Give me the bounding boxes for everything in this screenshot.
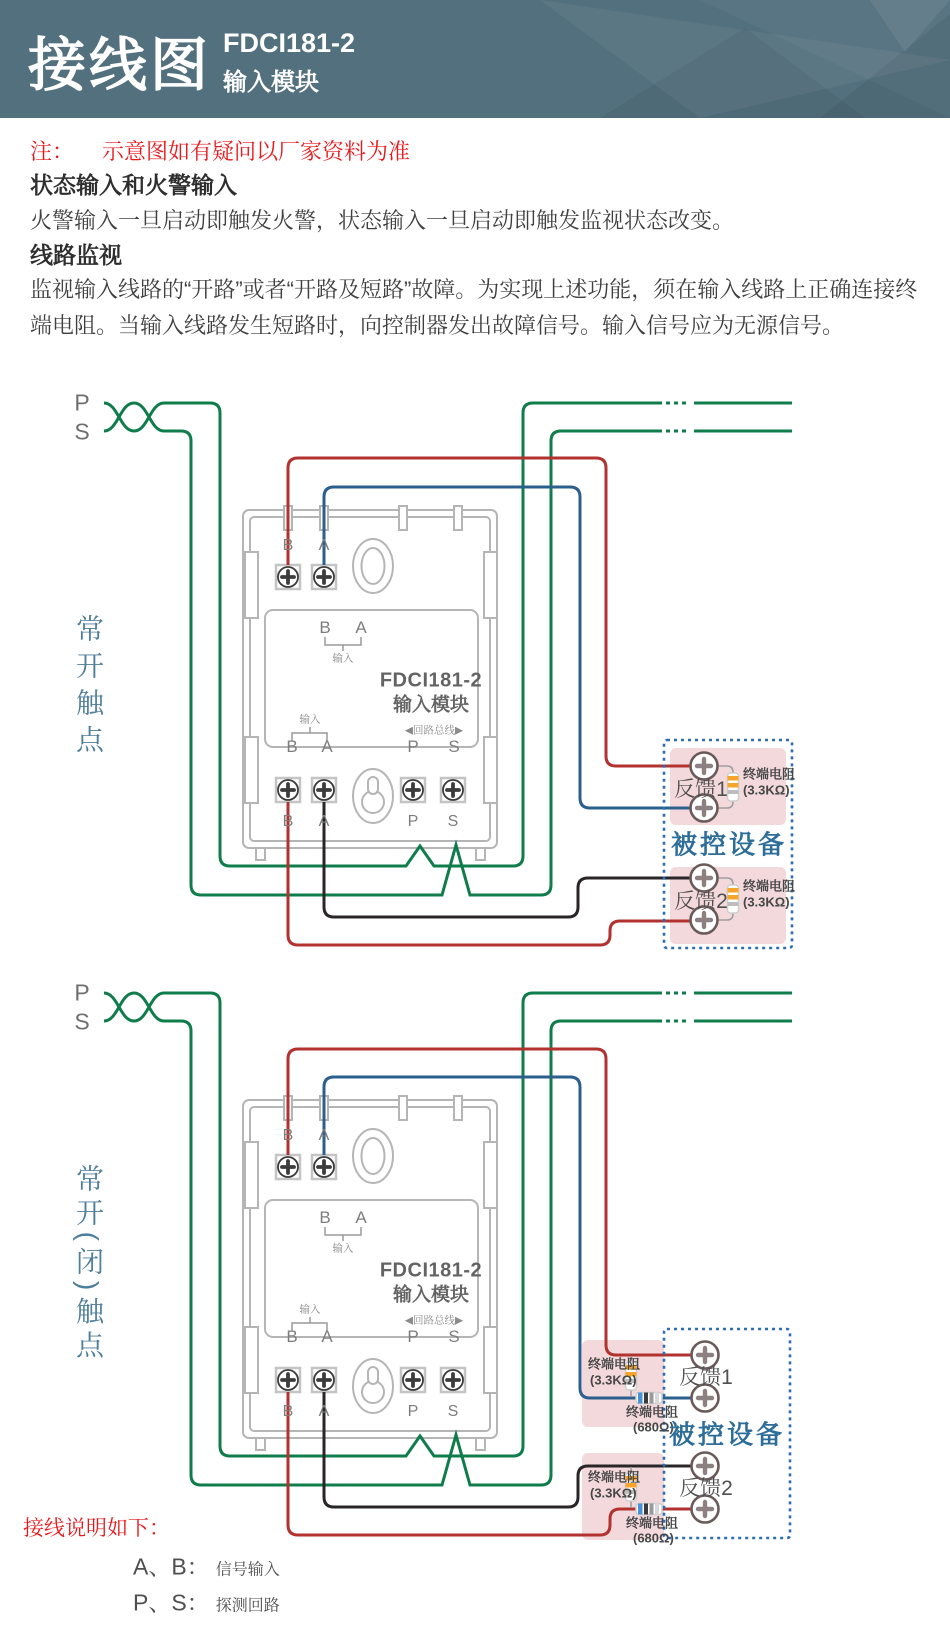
module1-inner-b: B <box>319 618 331 637</box>
section2-body: 监视输入线路的“开路”或者“开路及短路”故障。为实现上述功能，须在输入线路上正确连接终端电阻。当输入线路发生短路时，向控制器发出故障信号。输入信号应为无源信号。 <box>30 277 918 338</box>
loop-p-label-1: P <box>74 389 90 416</box>
module1-inner-s: S <box>448 737 460 756</box>
resistor-3.3k-icon <box>728 885 739 913</box>
legend-item-ps <box>133 1585 280 1618</box>
loop-s-label-1: S <box>74 418 90 445</box>
module1-inner-b2: B <box>286 737 298 756</box>
feedback1-label-2: 反馈1 <box>679 1366 733 1389</box>
module1-inner-a2: A <box>321 737 333 756</box>
module1-bottom-p: P <box>407 813 419 830</box>
diagram2-side-label: 常开(闭)触点 <box>73 1163 104 1365</box>
module2-inner-a2: A <box>321 1327 333 1346</box>
legend-desc-ab: 信号输入 <box>215 1561 280 1579</box>
module1-top-a: A <box>318 537 330 554</box>
legend-term-ab: A、B： <box>133 1553 210 1580</box>
wire-loop-s-2 <box>104 993 662 1485</box>
section2-title: 线路监视 <box>30 242 122 268</box>
module2-loop-bus-label: ◀回路总线▶ <box>404 1314 464 1327</box>
resistor-value-2b: (680Ω) <box>633 1419 674 1435</box>
wire-blue-feedback1-1 <box>324 487 690 808</box>
resistor-value-1b: (3.3KΩ) <box>743 894 790 910</box>
resistor-680-icon <box>636 1504 662 1515</box>
wire-loop-s-1 <box>104 403 662 895</box>
feedback2-label-2: 反馈2 <box>679 1477 733 1500</box>
module2-bottom-a: A <box>318 1403 330 1420</box>
loop-p-label-2: P <box>74 979 90 1006</box>
resistor-value-2a: (3.3KΩ) <box>590 1372 637 1388</box>
section1-title: 状态输入和火警输入 <box>30 172 237 198</box>
module1-model: FDCI181-2 <box>379 669 483 692</box>
module1-loop-bus-label: ◀回路总线▶ <box>404 724 464 737</box>
resistor-name-2d: 终端电阻 <box>626 1515 679 1531</box>
resistor-value-2d: (680Ω) <box>633 1530 674 1546</box>
resistor-3.3k-icon <box>728 773 739 801</box>
module1-top-b: B <box>282 537 294 554</box>
legend-term-ps: P、S： <box>133 1589 210 1616</box>
module1-bottom-s: S <box>447 813 459 830</box>
product-name: 输入模块 <box>223 69 319 96</box>
resistor-name-2c: 终端电阻 <box>588 1469 641 1485</box>
resistor-value-2c: (3.3KΩ) <box>590 1485 637 1501</box>
module2-bottom-p: P <box>407 1403 419 1420</box>
resistor-name-2a: 终端电阻 <box>588 1356 641 1372</box>
legend-item-ab <box>133 1549 280 1582</box>
module2-bottom-b: B <box>282 1403 294 1420</box>
module2-inner-b: B <box>319 1208 331 1227</box>
module2-inner-b2: B <box>286 1327 298 1346</box>
resistor-name-1b: 终端电阻 <box>743 878 796 894</box>
loop-s-label-2: S <box>74 1008 90 1035</box>
module2-inner-p: P <box>407 1327 419 1346</box>
controlled-device-title-1: 被控设备 <box>670 829 788 860</box>
module1-input-label-bottom: 输入 <box>299 713 321 726</box>
module1-bottom-a: A <box>318 813 330 830</box>
legend-title: 接线说明如下： <box>23 1517 170 1540</box>
feedback1-label-1: 反馈1 <box>674 778 728 801</box>
resistor-value-1a: (3.3KΩ) <box>743 782 790 798</box>
module2-bottom-s: S <box>447 1403 459 1420</box>
module2-name: 输入模块 <box>392 1284 470 1306</box>
section1-body: 火警输入一旦启动即触发火警，状态输入一旦启动即触发监视状态改变。 <box>30 208 735 233</box>
module1-inner-p: P <box>407 737 419 756</box>
wire-black-feedback2-1 <box>324 802 690 917</box>
resistor-name-2b: 终端电阻 <box>626 1404 679 1420</box>
module2-inner-a: A <box>355 1208 367 1227</box>
product-model: FDCI181-2 <box>223 28 356 58</box>
module2-model: FDCI181-2 <box>379 1259 483 1282</box>
module1-bottom-b: B <box>282 813 294 830</box>
resistor-name-1a: 终端电阻 <box>743 766 796 782</box>
module2-top-b: B <box>282 1127 294 1144</box>
controlled-device-title-2: 被控设备 <box>668 1419 786 1450</box>
module1-inner-a: A <box>355 618 367 637</box>
resistor-680-icon <box>636 1393 662 1404</box>
module1-name: 输入模块 <box>392 694 470 716</box>
module2-input-label-bottom: 输入 <box>299 1303 321 1316</box>
note-text: 示意图如有疑问以厂家资料为准 <box>102 139 411 164</box>
module2-inner-s: S <box>448 1327 460 1346</box>
feedback2-label-1: 反馈2 <box>674 890 728 913</box>
module1-input-label-top: 输入 <box>332 652 354 665</box>
module2-top-a: A <box>318 1127 330 1144</box>
legend-desc-ps: 探测回路 <box>215 1597 280 1615</box>
diagram1-side-label: 常开触点 <box>73 614 104 762</box>
module2-input-label-top: 输入 <box>332 1242 354 1255</box>
note-prefix: 注： <box>30 139 75 164</box>
page-title: 接线图 <box>28 33 212 98</box>
